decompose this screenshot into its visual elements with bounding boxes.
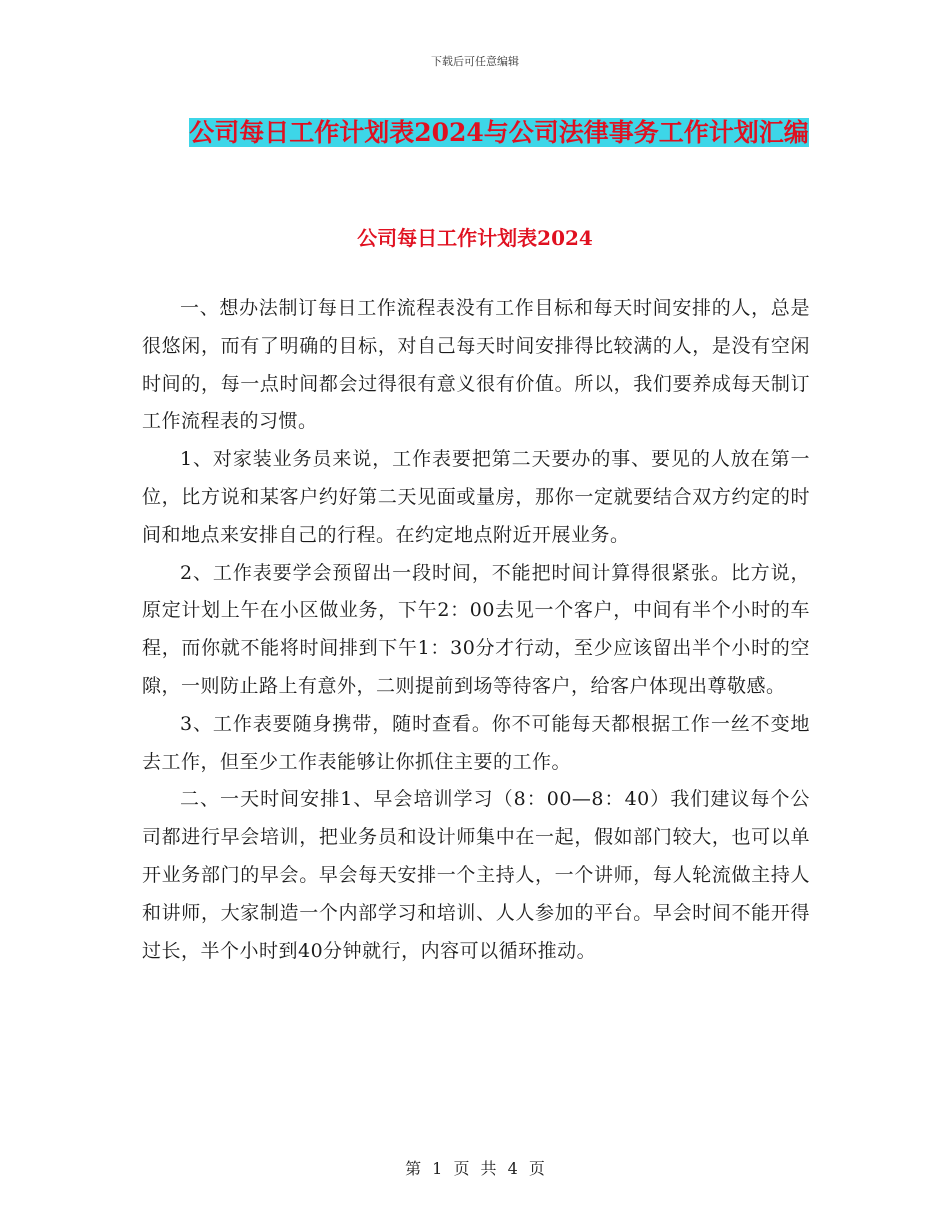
document-title [186,112,812,154]
paragraph: 一、想办法制订每日工作流程表没有工作目标和每天时间安排的人，总是很悠闲，而有了明确的目标，对自己每天时间安排得比较满的人，是没有空闲时间的，每一点时间都会过得很有意义很有价值。所以，我们要养成每天制订工作流程表的习惯。 [142,297,810,433]
section-title: 公司每日工作计划表2024 [357,226,593,250]
document-title-text: 公司每日工作计划表2024与公司法律事务工作计划汇编 [189,118,809,147]
document-body [142,290,810,970]
page-number: 第 1 页 共 4 页 [405,1159,545,1178]
header-note: 下载后可任意编辑 [431,55,519,68]
paragraph: 2、工作表要学会预留出一段时间，不能把时间计算得很紧张。比方说，原定计划上午在小区做业务，下午2：00去见一个客户，中间有半个小时的车程，而你就不能将时间排到下午1：30分才行动，至少应该留出半个小时的空隙，一则防止路上有意外，二则提前到场等待客户，给客户体现出尊敬感。 [142,561,810,697]
paragraph: 1、对家装业务员来说，工作表要把第二天要办的事、要见的人放在第一位，比方说和某客户约好第二天见面或量房，那你一定就要结合双方约定的时间和地点来安排自己的行程。在约定地点附近开展业务。 [142,448,810,546]
paragraph: 二、一天时间安排1、早会培训学习（8：00—8：40）我们建议每个公司都进行早会培训，把业务员和设计师集中在一起，假如部门较大，也可以单开业务部门的早会。早会每天安排一个主持人，一个讲师，每人轮流做主持人和讲师，大家制造一个内部学习和培训、人人参加的平台。早会时间不能开得过长，半个小时到40分钟就行，内容可以循环推动。 [142,788,810,962]
paragraph: 3、工作表要随身携带，随时查看。你不可能每天都根据工作一丝不变地去工作，但至少工作表能够让你抓住主要的工作。 [142,712,810,773]
